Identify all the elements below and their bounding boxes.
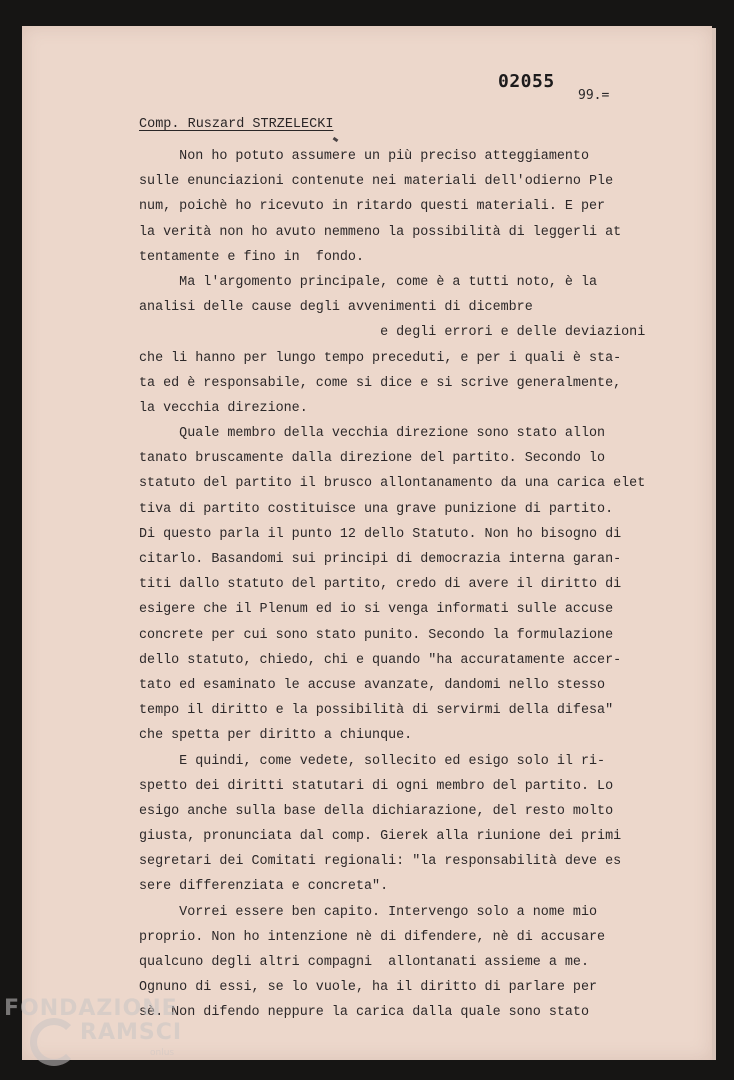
text-line: segretari dei Comitati regionali: "la responsabilità deve es: [139, 854, 622, 870]
document-number-stamp: 02055: [498, 71, 555, 92]
text-line: titi dallo statuto del partito, credo di avere il diritto di: [139, 577, 622, 593]
text-line: ta ed è responsabile, come si dice e si scrive generalmente,: [139, 375, 622, 391]
document-body: [139, 144, 659, 1026]
text-line: analisi delle cause degli avvenimenti di dicembre: [139, 300, 533, 316]
watermark-g-icon: [30, 1018, 78, 1066]
text-line: la vecchia direzione.: [139, 400, 308, 416]
text-line: dello statuto, chiedo, chi e quando "ha accuratamente accer-: [139, 652, 622, 668]
text-line: proprio. Non ho intenzione nè di difendere, nè di accusare: [139, 929, 606, 945]
text-line: esigere che il Plenum ed io si venga informati sulle accuse: [139, 602, 614, 618]
watermark-suffix: onlus: [150, 1048, 175, 1058]
text-line: qualcuno degli altri compagni allontanati assieme a me.: [139, 955, 589, 970]
watermark-line1: FONDAZIONE: [4, 996, 178, 1021]
text-line: concrete per cui sono stato punito. Secondo la formulazione: [139, 627, 614, 643]
watermark-line2: RAMSCI: [80, 1020, 183, 1045]
text-line: E quindi, come vedete, sollecito ed esigo solo il ri-: [139, 753, 606, 769]
text-line: spetto dei diritti statutari di ogni membro del partito. Lo: [139, 778, 614, 794]
text-line: sere differenziata e concreta".: [139, 879, 389, 895]
paragraph: [139, 900, 659, 1026]
text-line: tato ed esaminato le accuse avanzate, dandomi nello stesso: [139, 677, 606, 693]
text-line: sulle enunciazioni contenute nei materiali dell'odierno Ple: [139, 174, 614, 190]
paragraph: [139, 270, 659, 421]
text-line: giusta, pronunciata dal comp. Gierek alla riunione dei primi: [139, 829, 622, 845]
text-line: sè. Non difendo neppure la carica dalla quale sono stato: [139, 1005, 589, 1021]
text-line: citarlo. Basandomi sui principi di democrazia interna garan-: [139, 552, 622, 567]
text-line: esigo anche sulla base della dichiarazione, del resto molto: [139, 803, 614, 819]
text-line: e degli errori e delle deviazioni: [139, 325, 646, 341]
text-line: Vorrei essere ben capito. Intervengo solo a nome mio: [139, 904, 598, 920]
text-line: Quale membro della vecchia direzione sono stato allon: [139, 426, 606, 442]
paragraph: [139, 421, 659, 748]
fondazione-gramsci-watermark: [4, 996, 204, 1080]
text-line: statuto del partito il brusco allontanamento da una carica elet: [139, 476, 646, 492]
text-line: tanato bruscamente dalla direzione del partito. Secondo lo: [139, 451, 606, 467]
paper-edge: [712, 28, 716, 1060]
text-line: Ognuno di essi, se lo vuole, ha il diritto di parlare per: [139, 980, 598, 996]
text-line: tentamente e fino in fondo.: [139, 249, 364, 265]
text-line: num, poichè ho ricevuto in ritardo questi materiali. E per: [139, 199, 606, 215]
page-number: 99.=: [578, 88, 610, 103]
speaker-heading: Comp. Ruszard STRZELECKI: [139, 117, 334, 132]
paragraph: [139, 749, 659, 900]
text-line: tempo il diritto e la possibilità di servirmi della difesa": [139, 703, 614, 719]
text-line: tiva di partito costituisce una grave punizione di partito.: [139, 501, 614, 517]
text-line: che spetta per diritto a chiunque.: [139, 728, 413, 744]
text-line: che li hanno per lungo tempo preceduti, e per i quali è sta-: [139, 350, 622, 366]
text-line: Di questo parla il punto 12 dello Statuto. Non ho bisogno di: [139, 526, 622, 542]
paragraph: [139, 144, 659, 270]
text-line: Ma l'argomento principale, come è a tutti noto, è la: [139, 274, 598, 290]
text-line: Non ho potuto assumere un più preciso atteggiamento: [139, 149, 589, 164]
text-line: la verità non ho avuto nemmeno la possibilità di leggerli at: [139, 224, 622, 240]
